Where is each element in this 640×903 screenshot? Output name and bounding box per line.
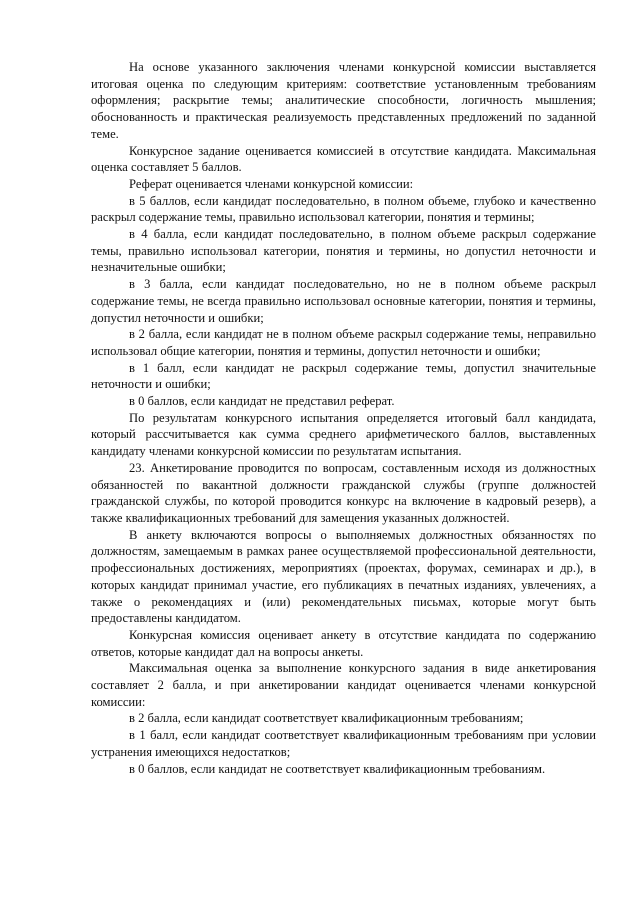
paragraph-questionnaire-score-1: в 1 балл, если кандидат соответствует квалификационным требованиям при условии устранения имеющихся недостатков;: [91, 728, 596, 759]
document-page: [91, 59, 596, 777]
paragraph-essay-evaluation-intro: Реферат оценивается членами конкурсной комиссии:: [129, 176, 414, 191]
paragraph-section-23: 23. Анкетирование проводится по вопросам, составленным исходя из должностных обязанностей по вакантной должности гражданской службы (группе должностей гражданской службы, по которой проводится конкурс на включение в кадровый резерв), а также квалификационных требований для замещения указанных должностей.: [91, 460, 596, 525]
paragraph-assignment-max-score: Конкурсное задание оценивается комиссией в отсутствие кандидата. Максимальная оценка составляет 5 баллов.: [91, 143, 596, 175]
paragraph-questionnaire-score-2: в 2 балла, если кандидат соответствует квалификационным требованиям;: [129, 711, 524, 726]
paragraph-score-4: в 4 балла, если кандидат последовательно, в полном объеме раскрыл содержание темы, правильно использовал категории, понятия и термины, но допустил неточности и незначительные ошибки;: [91, 227, 596, 275]
paragraph-score-5: в 5 баллов, если кандидат последовательно, в полном объеме, глубоко и качественно раскрыл содержание темы, правильно использовал категории, понятия и термины;: [91, 193, 596, 225]
paragraph-score-3: в 3 балла, если кандидат последовательно, но не в полном объеме раскрыл содержание темы, не всегда правильно использовал основные категории, понятия и термины, допустил неточности и ошибки;: [91, 277, 596, 325]
paragraph-evaluation-criteria: На основе указанного заключения членами конкурсной комиссии выставляется итоговая оценка по следующим критериям: соответствие установленным требованиям оформления; раскрытие темы; аналитические способности, логичность мышления; обоснованность и практическая реализуемость представленных предложений по заданной теме.: [91, 60, 596, 141]
paragraph-score-2: в 2 балла, если кандидат не в полном объеме раскрыл содержание темы, неправильно использовал общие категории, понятия и термины, допустил неточности и ошибки;: [91, 327, 596, 358]
paragraph-questionnaire-contents: В анкету включаются вопросы о выполняемых должностных обязанностях по должностям, замещаемым в рамках ранее осуществляемой профессиональной деятельности, профессиональных достижениях, мероприятиях (проектах, форумах, семинарах и др.), в которых кандидат принимал участие, его публикациях в печатных изданиях, увлечениях, а также о рекомендациях и (или) рекомендательных письмах, которые могут быть предоставлены кандидатом.: [91, 527, 596, 626]
paragraph-questionnaire-max-score: Максимальная оценка за выполнение конкурсного задания в виде анкетирования составляет 2 балла, и при анкетировании кандидат оценивается членами конкурсной комиссии:: [91, 661, 596, 709]
paragraph-final-score: По результатам конкурсного испытания определяется итоговый балл кандидата, который рассчитывается как сумма среднего арифметического баллов, выставленных кандидату членами конкурсной комиссии по результатам испытания.: [91, 410, 596, 459]
paragraph-questionnaire-score-0: в 0 баллов, если кандидат не соответствует квалификационным требованиям.: [129, 761, 546, 776]
paragraph-questionnaire-evaluation: Конкурсная комиссия оценивает анкету в отсутствие кандидата по содержанию ответов, которые кандидат дал на вопросы анкеты.: [91, 627, 596, 659]
paragraph-score-0: в 0 баллов, если кандидат не представил реферат.: [129, 394, 395, 409]
paragraph-score-1: в 1 балл, если кандидат не раскрыл содержание темы, допустил значительные неточности и ошибки;: [91, 360, 596, 392]
